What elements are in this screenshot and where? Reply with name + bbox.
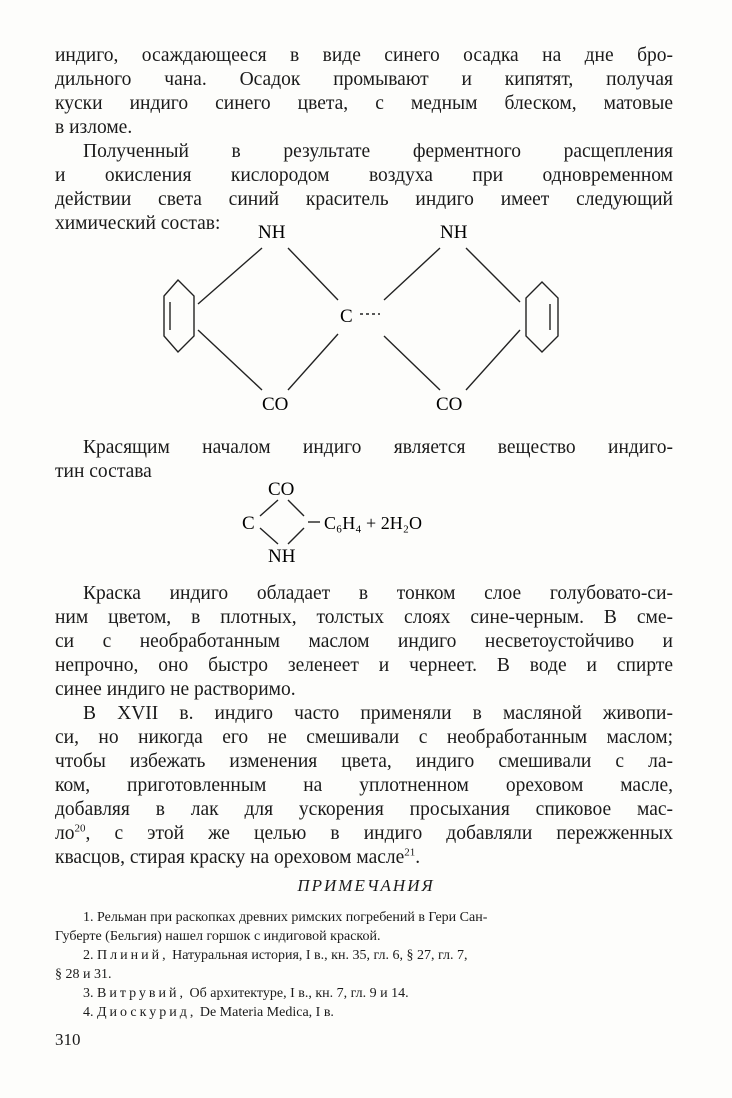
paragraph-1 <box>55 44 673 140</box>
c-center-label: C <box>340 306 353 327</box>
text-line: В XVII в. индиго часто применяли в масляной живопи- <box>83 703 673 724</box>
indigotin-formula <box>236 476 496 568</box>
note-4 <box>55 1003 673 1022</box>
note-2-line-1 <box>55 946 673 965</box>
text-line: действии света синий краситель индиго имеет следующий <box>55 189 673 210</box>
text-line: синее индиго не растворимо. <box>55 679 296 700</box>
text-fragment: , с этой же целью в индиго добавляли пережженных <box>85 823 673 844</box>
note-1-line-2: Губерте (Бельгия) нашел горшок с индиговой краской. <box>55 929 381 944</box>
bond-line <box>288 334 338 390</box>
left-benzene-ring <box>164 280 194 352</box>
text-fragment: ло <box>55 823 75 844</box>
note-number: 4. <box>83 1005 94 1020</box>
note-author: Витрувий, <box>97 986 187 1001</box>
text-line: химический состав: <box>55 213 221 234</box>
text-fragment: квасцов, стирая краску на ореховом масле <box>55 847 405 868</box>
note-1-line-1: 1. Рельман при раскопках древних римских погребений в Гери Сан- <box>83 910 488 925</box>
text-line: си, но никогда его не смешивали с необработанным маслом; <box>55 727 673 748</box>
note-2-line-2: § 28 и 31. <box>55 967 112 982</box>
note-number: 2. <box>83 948 94 963</box>
text-line: дильного чана. Осадок промывают и кипятят, получая <box>55 69 673 90</box>
indigotin-right-part: C₆H₄ + 2H₂O <box>324 513 422 533</box>
note-author: Плиний, <box>97 948 169 963</box>
text-line <box>55 822 673 846</box>
indigo-structural-formula <box>150 218 580 418</box>
bond-line <box>198 248 262 304</box>
text-fragment: . <box>415 847 421 868</box>
text-line: в изломе. <box>55 117 133 138</box>
note-author: Диоскурид, <box>97 1005 197 1020</box>
note-3 <box>55 984 673 1003</box>
notes-list <box>55 908 673 1022</box>
text-line: куски индиго синего цвета, с медным блеском, матовые <box>55 93 673 114</box>
text-line <box>55 846 673 870</box>
c-left-label: C <box>242 513 255 534</box>
text-line: индиго, осаждающееся в виде синего осадка на дне бро- <box>55 45 673 66</box>
text-line: ним цветом, в плотных, толстых слоях сине-черным. В сме- <box>55 607 673 628</box>
text-line: Краска индиго обладает в тонком слое голубовато-си- <box>83 583 673 604</box>
bond-line <box>260 500 278 516</box>
bond-line <box>384 336 440 390</box>
notes-heading: ПРИМЕЧАНИЯ <box>297 876 435 895</box>
text-line: тин состава <box>55 461 152 482</box>
text-line: си с необработанным маслом индиго несветоустойчиво и <box>55 631 673 652</box>
text-line: Полученный в результате ферментного расщепления <box>83 141 673 162</box>
footnote-ref: 20 <box>74 822 86 835</box>
nh-bottom-label: NH <box>268 546 296 567</box>
bond-line <box>466 248 520 302</box>
text-line: добавляя в лак для ускорения просыхания спиковое мас- <box>55 799 673 820</box>
bond-line <box>288 248 338 300</box>
footnote-ref: 21 <box>404 846 416 859</box>
text-line: чтобы избежать изменения цвета, индиго смешивали с ла- <box>55 751 673 772</box>
nh-left-label: NH <box>258 222 286 243</box>
note-number: 3. <box>83 986 94 1001</box>
bond-line <box>384 248 440 300</box>
text-line: ком, приготовленным на уплотненном ореховом масле, <box>55 775 673 796</box>
nh-right-label: NH <box>440 222 468 243</box>
co-left-label: CO <box>262 394 289 415</box>
note-text: Об архитектуре, I в., кн. 7, гл. 9 и 14. <box>189 986 409 1001</box>
text-line: и окисления кислородом воздуха при одновременном <box>55 165 673 186</box>
page-number: 310 <box>55 1030 81 1049</box>
bond-line <box>466 330 520 390</box>
co-top-label: CO <box>268 479 295 500</box>
note-text: De Materia Medica, I в. <box>199 1005 334 1020</box>
bond-line <box>260 528 278 544</box>
text-line: Красящим началом индиго является вещество индиго- <box>83 437 673 458</box>
bond-line <box>198 330 262 390</box>
right-benzene-ring <box>526 282 558 352</box>
co-right-label: CO <box>436 394 463 415</box>
paragraph-5 <box>55 702 673 870</box>
note-text: Натуральная история, I в., кн. 35, гл. 6, § 27, гл. 7, <box>172 948 468 963</box>
text-line: непрочно, оно быстро зеленеет и чернеет. В воде и спирте <box>55 655 673 676</box>
bond-line <box>288 528 304 544</box>
paragraph-4 <box>55 582 673 702</box>
bond-line <box>288 500 304 516</box>
